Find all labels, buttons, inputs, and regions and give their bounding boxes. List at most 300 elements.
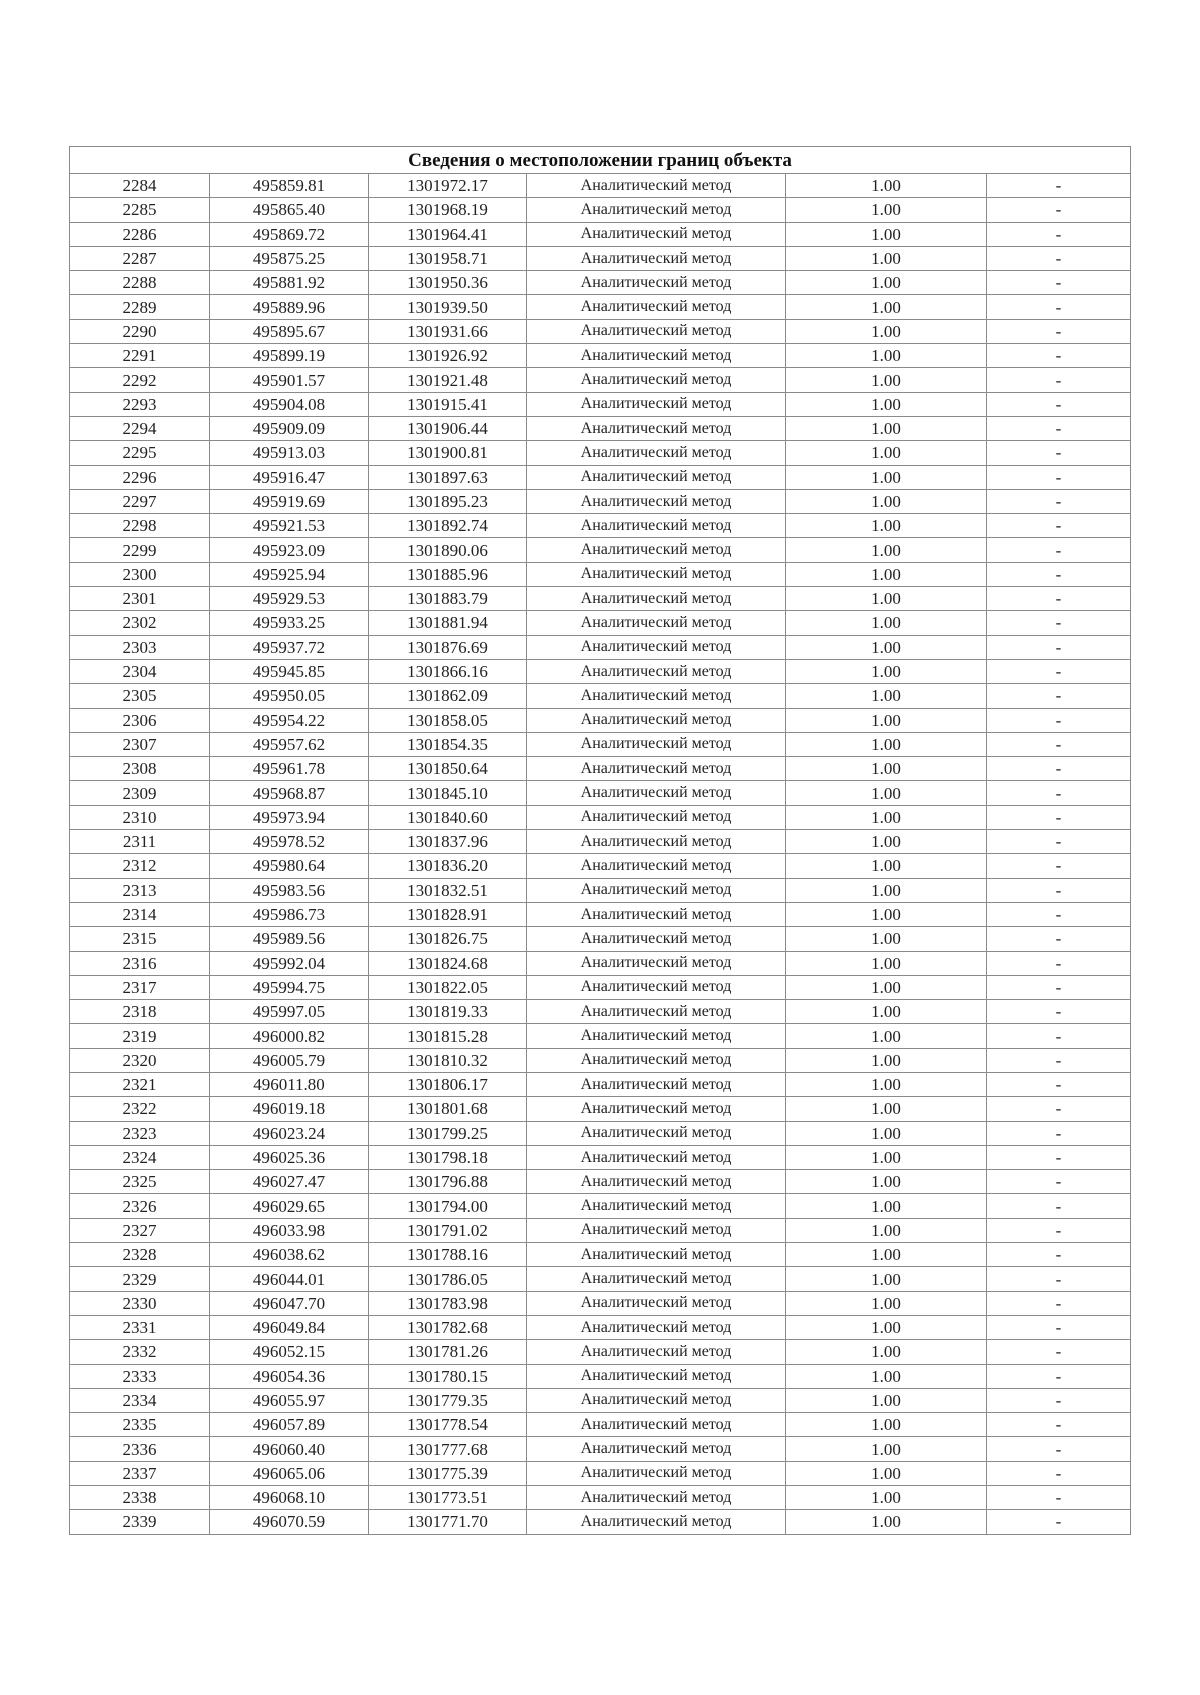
x-coordinate-cell: 496044.01 xyxy=(210,1267,369,1291)
method-cell: Аналитический метод xyxy=(527,562,786,586)
table-row xyxy=(70,246,1131,270)
y-coordinate-cell: 1301840.60 xyxy=(369,805,527,829)
accuracy-cell: 1.00 xyxy=(786,902,987,926)
accuracy-cell: 1.00 xyxy=(786,684,987,708)
point-number-cell: 2324 xyxy=(70,1145,210,1169)
method-cell: Аналитический метод xyxy=(527,295,786,319)
description-cell: - xyxy=(987,684,1131,708)
description-cell: - xyxy=(987,830,1131,854)
point-number-cell: 2293 xyxy=(70,392,210,416)
description-cell: - xyxy=(987,271,1131,295)
description-cell: - xyxy=(987,1243,1131,1267)
accuracy-cell: 1.00 xyxy=(786,1461,987,1485)
y-coordinate-cell: 1301958.71 xyxy=(369,246,527,270)
accuracy-cell: 1.00 xyxy=(786,368,987,392)
x-coordinate-cell: 495865.40 xyxy=(210,198,369,222)
method-cell: Аналитический метод xyxy=(527,344,786,368)
x-coordinate-cell: 495937.72 xyxy=(210,635,369,659)
x-coordinate-cell: 495889.96 xyxy=(210,295,369,319)
point-number-cell: 2304 xyxy=(70,659,210,683)
accuracy-cell: 1.00 xyxy=(786,1218,987,1242)
method-cell: Аналитический метод xyxy=(527,1024,786,1048)
y-coordinate-cell: 1301791.02 xyxy=(369,1218,527,1242)
accuracy-cell: 1.00 xyxy=(786,465,987,489)
table-row xyxy=(70,198,1131,222)
method-cell: Аналитический метод xyxy=(527,1145,786,1169)
accuracy-cell: 1.00 xyxy=(786,1267,987,1291)
description-cell: - xyxy=(987,1340,1131,1364)
y-coordinate-cell: 1301794.00 xyxy=(369,1194,527,1218)
y-coordinate-cell: 1301972.17 xyxy=(369,174,527,198)
y-coordinate-cell: 1301782.68 xyxy=(369,1315,527,1339)
accuracy-cell: 1.00 xyxy=(786,1340,987,1364)
method-cell: Аналитический метод xyxy=(527,319,786,343)
description-cell: - xyxy=(987,781,1131,805)
point-number-cell: 2313 xyxy=(70,878,210,902)
point-number-cell: 2286 xyxy=(70,222,210,246)
point-number-cell: 2290 xyxy=(70,319,210,343)
accuracy-cell: 1.00 xyxy=(786,1291,987,1315)
accuracy-cell: 1.00 xyxy=(786,1000,987,1024)
description-cell: - xyxy=(987,562,1131,586)
y-coordinate-cell: 1301837.96 xyxy=(369,830,527,854)
method-cell: Аналитический метод xyxy=(527,1461,786,1485)
point-number-cell: 2326 xyxy=(70,1194,210,1218)
method-cell: Аналитический метод xyxy=(527,1170,786,1194)
accuracy-cell: 1.00 xyxy=(786,951,987,975)
description-cell: - xyxy=(987,416,1131,440)
point-number-cell: 2305 xyxy=(70,684,210,708)
x-coordinate-cell: 495992.04 xyxy=(210,951,369,975)
accuracy-cell: 1.00 xyxy=(786,830,987,854)
description-cell: - xyxy=(987,295,1131,319)
point-number-cell: 2284 xyxy=(70,174,210,198)
x-coordinate-cell: 496047.70 xyxy=(210,1291,369,1315)
method-cell: Аналитический метод xyxy=(527,684,786,708)
x-coordinate-cell: 495961.78 xyxy=(210,757,369,781)
description-cell: - xyxy=(987,951,1131,975)
y-coordinate-cell: 1301815.28 xyxy=(369,1024,527,1048)
point-number-cell: 2338 xyxy=(70,1486,210,1510)
accuracy-cell: 1.00 xyxy=(786,975,987,999)
y-coordinate-cell: 1301885.96 xyxy=(369,562,527,586)
y-coordinate-cell: 1301876.69 xyxy=(369,635,527,659)
table-row xyxy=(70,684,1131,708)
x-coordinate-cell: 496019.18 xyxy=(210,1097,369,1121)
y-coordinate-cell: 1301824.68 xyxy=(369,951,527,975)
y-coordinate-cell: 1301926.92 xyxy=(369,344,527,368)
point-number-cell: 2285 xyxy=(70,198,210,222)
accuracy-cell: 1.00 xyxy=(786,1170,987,1194)
y-coordinate-cell: 1301895.23 xyxy=(369,489,527,513)
y-coordinate-cell: 1301828.91 xyxy=(369,902,527,926)
description-cell: - xyxy=(987,538,1131,562)
table-row xyxy=(70,392,1131,416)
x-coordinate-cell: 495869.72 xyxy=(210,222,369,246)
description-cell: - xyxy=(987,1000,1131,1024)
table-row xyxy=(70,1291,1131,1315)
x-coordinate-cell: 495978.52 xyxy=(210,830,369,854)
point-number-cell: 2336 xyxy=(70,1437,210,1461)
point-number-cell: 2299 xyxy=(70,538,210,562)
table-row xyxy=(70,1121,1131,1145)
accuracy-cell: 1.00 xyxy=(786,708,987,732)
x-coordinate-cell: 495919.69 xyxy=(210,489,369,513)
point-number-cell: 2300 xyxy=(70,562,210,586)
description-cell: - xyxy=(987,368,1131,392)
point-number-cell: 2314 xyxy=(70,902,210,926)
description-cell: - xyxy=(987,1388,1131,1412)
accuracy-cell: 1.00 xyxy=(786,514,987,538)
accuracy-cell: 1.00 xyxy=(786,1364,987,1388)
accuracy-cell: 1.00 xyxy=(786,659,987,683)
point-number-cell: 2330 xyxy=(70,1291,210,1315)
accuracy-cell: 1.00 xyxy=(786,1413,987,1437)
description-cell: - xyxy=(987,1048,1131,1072)
method-cell: Аналитический метод xyxy=(527,951,786,975)
description-cell: - xyxy=(987,1486,1131,1510)
table-row xyxy=(70,1194,1131,1218)
method-cell: Аналитический метод xyxy=(527,416,786,440)
x-coordinate-cell: 495909.09 xyxy=(210,416,369,440)
description-cell: - xyxy=(987,319,1131,343)
x-coordinate-cell: 496068.10 xyxy=(210,1486,369,1510)
y-coordinate-cell: 1301906.44 xyxy=(369,416,527,440)
description-cell: - xyxy=(987,222,1131,246)
table-title-row xyxy=(70,147,1131,174)
method-cell: Аналитический метод xyxy=(527,1486,786,1510)
y-coordinate-cell: 1301931.66 xyxy=(369,319,527,343)
table-row xyxy=(70,1315,1131,1339)
y-coordinate-cell: 1301964.41 xyxy=(369,222,527,246)
point-number-cell: 2291 xyxy=(70,344,210,368)
table-row xyxy=(70,781,1131,805)
point-number-cell: 2297 xyxy=(70,489,210,513)
point-number-cell: 2327 xyxy=(70,1218,210,1242)
table-row xyxy=(70,1510,1131,1534)
x-coordinate-cell: 495933.25 xyxy=(210,611,369,635)
point-number-cell: 2328 xyxy=(70,1243,210,1267)
description-cell: - xyxy=(987,514,1131,538)
y-coordinate-cell: 1301819.33 xyxy=(369,1000,527,1024)
y-coordinate-cell: 1301950.36 xyxy=(369,271,527,295)
x-coordinate-cell: 495986.73 xyxy=(210,902,369,926)
description-cell: - xyxy=(987,1072,1131,1096)
point-number-cell: 2339 xyxy=(70,1510,210,1534)
accuracy-cell: 1.00 xyxy=(786,757,987,781)
x-coordinate-cell: 495980.64 xyxy=(210,854,369,878)
table-row xyxy=(70,830,1131,854)
y-coordinate-cell: 1301968.19 xyxy=(369,198,527,222)
y-coordinate-cell: 1301832.51 xyxy=(369,878,527,902)
description-cell: - xyxy=(987,1413,1131,1437)
point-number-cell: 2311 xyxy=(70,830,210,854)
x-coordinate-cell: 496052.15 xyxy=(210,1340,369,1364)
x-coordinate-cell: 495859.81 xyxy=(210,174,369,198)
method-cell: Аналитический метод xyxy=(527,1340,786,1364)
table-row xyxy=(70,587,1131,611)
y-coordinate-cell: 1301783.98 xyxy=(369,1291,527,1315)
accuracy-cell: 1.00 xyxy=(786,1145,987,1169)
x-coordinate-cell: 495925.94 xyxy=(210,562,369,586)
description-cell: - xyxy=(987,1437,1131,1461)
table-row xyxy=(70,441,1131,465)
method-cell: Аналитический метод xyxy=(527,1267,786,1291)
y-coordinate-cell: 1301801.68 xyxy=(369,1097,527,1121)
method-cell: Аналитический метод xyxy=(527,1194,786,1218)
point-number-cell: 2332 xyxy=(70,1340,210,1364)
accuracy-cell: 1.00 xyxy=(786,1024,987,1048)
method-cell: Аналитический метод xyxy=(527,1364,786,1388)
accuracy-cell: 1.00 xyxy=(786,1388,987,1412)
description-cell: - xyxy=(987,1194,1131,1218)
point-number-cell: 2309 xyxy=(70,781,210,805)
point-number-cell: 2315 xyxy=(70,927,210,951)
table-row xyxy=(70,878,1131,902)
table-row xyxy=(70,1072,1131,1096)
point-number-cell: 2320 xyxy=(70,1048,210,1072)
description-cell: - xyxy=(987,854,1131,878)
x-coordinate-cell: 496060.40 xyxy=(210,1437,369,1461)
accuracy-cell: 1.00 xyxy=(786,222,987,246)
point-number-cell: 2312 xyxy=(70,854,210,878)
description-cell: - xyxy=(987,902,1131,926)
point-number-cell: 2295 xyxy=(70,441,210,465)
point-number-cell: 2318 xyxy=(70,1000,210,1024)
description-cell: - xyxy=(987,1024,1131,1048)
method-cell: Аналитический метод xyxy=(527,854,786,878)
accuracy-cell: 1.00 xyxy=(786,198,987,222)
y-coordinate-cell: 1301883.79 xyxy=(369,587,527,611)
point-number-cell: 2316 xyxy=(70,951,210,975)
table-row xyxy=(70,1461,1131,1485)
x-coordinate-cell: 495957.62 xyxy=(210,732,369,756)
table-row xyxy=(70,1170,1131,1194)
table-row xyxy=(70,611,1131,635)
x-coordinate-cell: 495950.05 xyxy=(210,684,369,708)
table-row xyxy=(70,902,1131,926)
point-number-cell: 2337 xyxy=(70,1461,210,1485)
y-coordinate-cell: 1301775.39 xyxy=(369,1461,527,1485)
y-coordinate-cell: 1301850.64 xyxy=(369,757,527,781)
method-cell: Аналитический метод xyxy=(527,222,786,246)
y-coordinate-cell: 1301798.18 xyxy=(369,1145,527,1169)
method-cell: Аналитический метод xyxy=(527,1097,786,1121)
y-coordinate-cell: 1301826.75 xyxy=(369,927,527,951)
accuracy-cell: 1.00 xyxy=(786,732,987,756)
point-number-cell: 2310 xyxy=(70,805,210,829)
point-number-cell: 2301 xyxy=(70,587,210,611)
point-number-cell: 2323 xyxy=(70,1121,210,1145)
table-row xyxy=(70,732,1131,756)
x-coordinate-cell: 496065.06 xyxy=(210,1461,369,1485)
accuracy-cell: 1.00 xyxy=(786,805,987,829)
y-coordinate-cell: 1301781.26 xyxy=(369,1340,527,1364)
accuracy-cell: 1.00 xyxy=(786,1243,987,1267)
table-row xyxy=(70,489,1131,513)
y-coordinate-cell: 1301779.35 xyxy=(369,1388,527,1412)
table-row xyxy=(70,174,1131,198)
point-number-cell: 2303 xyxy=(70,635,210,659)
table-row xyxy=(70,757,1131,781)
y-coordinate-cell: 1301786.05 xyxy=(369,1267,527,1291)
x-coordinate-cell: 495916.47 xyxy=(210,465,369,489)
description-cell: - xyxy=(987,1267,1131,1291)
table-row xyxy=(70,708,1131,732)
point-number-cell: 2319 xyxy=(70,1024,210,1048)
description-cell: - xyxy=(987,441,1131,465)
y-coordinate-cell: 1301881.94 xyxy=(369,611,527,635)
method-cell: Аналитический метод xyxy=(527,538,786,562)
method-cell: Аналитический метод xyxy=(527,1510,786,1534)
method-cell: Аналитический метод xyxy=(527,781,786,805)
x-coordinate-cell: 495895.67 xyxy=(210,319,369,343)
x-coordinate-cell: 495875.25 xyxy=(210,246,369,270)
table-row xyxy=(70,1097,1131,1121)
description-cell: - xyxy=(987,246,1131,270)
y-coordinate-cell: 1301915.41 xyxy=(369,392,527,416)
table-row xyxy=(70,805,1131,829)
x-coordinate-cell: 495901.57 xyxy=(210,368,369,392)
y-coordinate-cell: 1301771.70 xyxy=(369,1510,527,1534)
accuracy-cell: 1.00 xyxy=(786,1121,987,1145)
method-cell: Аналитический метод xyxy=(527,659,786,683)
y-coordinate-cell: 1301900.81 xyxy=(369,441,527,465)
x-coordinate-cell: 495904.08 xyxy=(210,392,369,416)
point-number-cell: 2298 xyxy=(70,514,210,538)
table-row xyxy=(70,854,1131,878)
description-cell: - xyxy=(987,1291,1131,1315)
table-row xyxy=(70,1340,1131,1364)
method-cell: Аналитический метод xyxy=(527,587,786,611)
table-row xyxy=(70,538,1131,562)
y-coordinate-cell: 1301921.48 xyxy=(369,368,527,392)
table-row xyxy=(70,368,1131,392)
table-row xyxy=(70,465,1131,489)
accuracy-cell: 1.00 xyxy=(786,1072,987,1096)
x-coordinate-cell: 495881.92 xyxy=(210,271,369,295)
method-cell: Аналитический метод xyxy=(527,1437,786,1461)
method-cell: Аналитический метод xyxy=(527,246,786,270)
method-cell: Аналитический метод xyxy=(527,1121,786,1145)
description-cell: - xyxy=(987,174,1131,198)
description-cell: - xyxy=(987,198,1131,222)
accuracy-cell: 1.00 xyxy=(786,271,987,295)
point-number-cell: 2321 xyxy=(70,1072,210,1096)
accuracy-cell: 1.00 xyxy=(786,344,987,368)
x-coordinate-cell: 496011.80 xyxy=(210,1072,369,1096)
accuracy-cell: 1.00 xyxy=(786,611,987,635)
method-cell: Аналитический метод xyxy=(527,271,786,295)
x-coordinate-cell: 495968.87 xyxy=(210,781,369,805)
point-number-cell: 2329 xyxy=(70,1267,210,1291)
y-coordinate-cell: 1301939.50 xyxy=(369,295,527,319)
description-cell: - xyxy=(987,1510,1131,1534)
table-row xyxy=(70,1388,1131,1412)
accuracy-cell: 1.00 xyxy=(786,1315,987,1339)
y-coordinate-cell: 1301862.09 xyxy=(369,684,527,708)
method-cell: Аналитический метод xyxy=(527,757,786,781)
description-cell: - xyxy=(987,927,1131,951)
point-number-cell: 2307 xyxy=(70,732,210,756)
y-coordinate-cell: 1301806.17 xyxy=(369,1072,527,1096)
description-cell: - xyxy=(987,1315,1131,1339)
table-row xyxy=(70,514,1131,538)
description-cell: - xyxy=(987,1121,1131,1145)
method-cell: Аналитический метод xyxy=(527,392,786,416)
point-number-cell: 2335 xyxy=(70,1413,210,1437)
x-coordinate-cell: 495994.75 xyxy=(210,975,369,999)
description-cell: - xyxy=(987,975,1131,999)
accuracy-cell: 1.00 xyxy=(786,587,987,611)
method-cell: Аналитический метод xyxy=(527,1388,786,1412)
point-number-cell: 2334 xyxy=(70,1388,210,1412)
accuracy-cell: 1.00 xyxy=(786,246,987,270)
description-cell: - xyxy=(987,708,1131,732)
description-cell: - xyxy=(987,1218,1131,1242)
y-coordinate-cell: 1301845.10 xyxy=(369,781,527,805)
accuracy-cell: 1.00 xyxy=(786,538,987,562)
table-row xyxy=(70,1437,1131,1461)
y-coordinate-cell: 1301799.25 xyxy=(369,1121,527,1145)
method-cell: Аналитический метод xyxy=(527,902,786,926)
x-coordinate-cell: 495921.53 xyxy=(210,514,369,538)
method-cell: Аналитический метод xyxy=(527,465,786,489)
method-cell: Аналитический метод xyxy=(527,198,786,222)
x-coordinate-cell: 496070.59 xyxy=(210,1510,369,1534)
x-coordinate-cell: 496025.36 xyxy=(210,1145,369,1169)
point-number-cell: 2317 xyxy=(70,975,210,999)
table-row xyxy=(70,951,1131,975)
point-number-cell: 2294 xyxy=(70,416,210,440)
accuracy-cell: 1.00 xyxy=(786,1437,987,1461)
y-coordinate-cell: 1301892.74 xyxy=(369,514,527,538)
x-coordinate-cell: 496055.97 xyxy=(210,1388,369,1412)
description-cell: - xyxy=(987,611,1131,635)
accuracy-cell: 1.00 xyxy=(786,1486,987,1510)
description-cell: - xyxy=(987,465,1131,489)
accuracy-cell: 1.00 xyxy=(786,1510,987,1534)
boundary-coordinates-table xyxy=(69,146,1131,1535)
y-coordinate-cell: 1301836.20 xyxy=(369,854,527,878)
y-coordinate-cell: 1301858.05 xyxy=(369,708,527,732)
point-number-cell: 2325 xyxy=(70,1170,210,1194)
y-coordinate-cell: 1301777.68 xyxy=(369,1437,527,1461)
method-cell: Аналитический метод xyxy=(527,611,786,635)
description-cell: - xyxy=(987,878,1131,902)
x-coordinate-cell: 495954.22 xyxy=(210,708,369,732)
x-coordinate-cell: 496023.24 xyxy=(210,1121,369,1145)
x-coordinate-cell: 496033.98 xyxy=(210,1218,369,1242)
table-row xyxy=(70,344,1131,368)
point-number-cell: 2296 xyxy=(70,465,210,489)
y-coordinate-cell: 1301778.54 xyxy=(369,1413,527,1437)
method-cell: Аналитический метод xyxy=(527,489,786,513)
accuracy-cell: 1.00 xyxy=(786,854,987,878)
method-cell: Аналитический метод xyxy=(527,830,786,854)
method-cell: Аналитический метод xyxy=(527,927,786,951)
table-row xyxy=(70,975,1131,999)
table-row xyxy=(70,1267,1131,1291)
method-cell: Аналитический метод xyxy=(527,441,786,465)
description-cell: - xyxy=(987,732,1131,756)
description-cell: - xyxy=(987,659,1131,683)
description-cell: - xyxy=(987,1097,1131,1121)
table-row xyxy=(70,1000,1131,1024)
method-cell: Аналитический метод xyxy=(527,975,786,999)
method-cell: Аналитический метод xyxy=(527,708,786,732)
y-coordinate-cell: 1301773.51 xyxy=(369,1486,527,1510)
